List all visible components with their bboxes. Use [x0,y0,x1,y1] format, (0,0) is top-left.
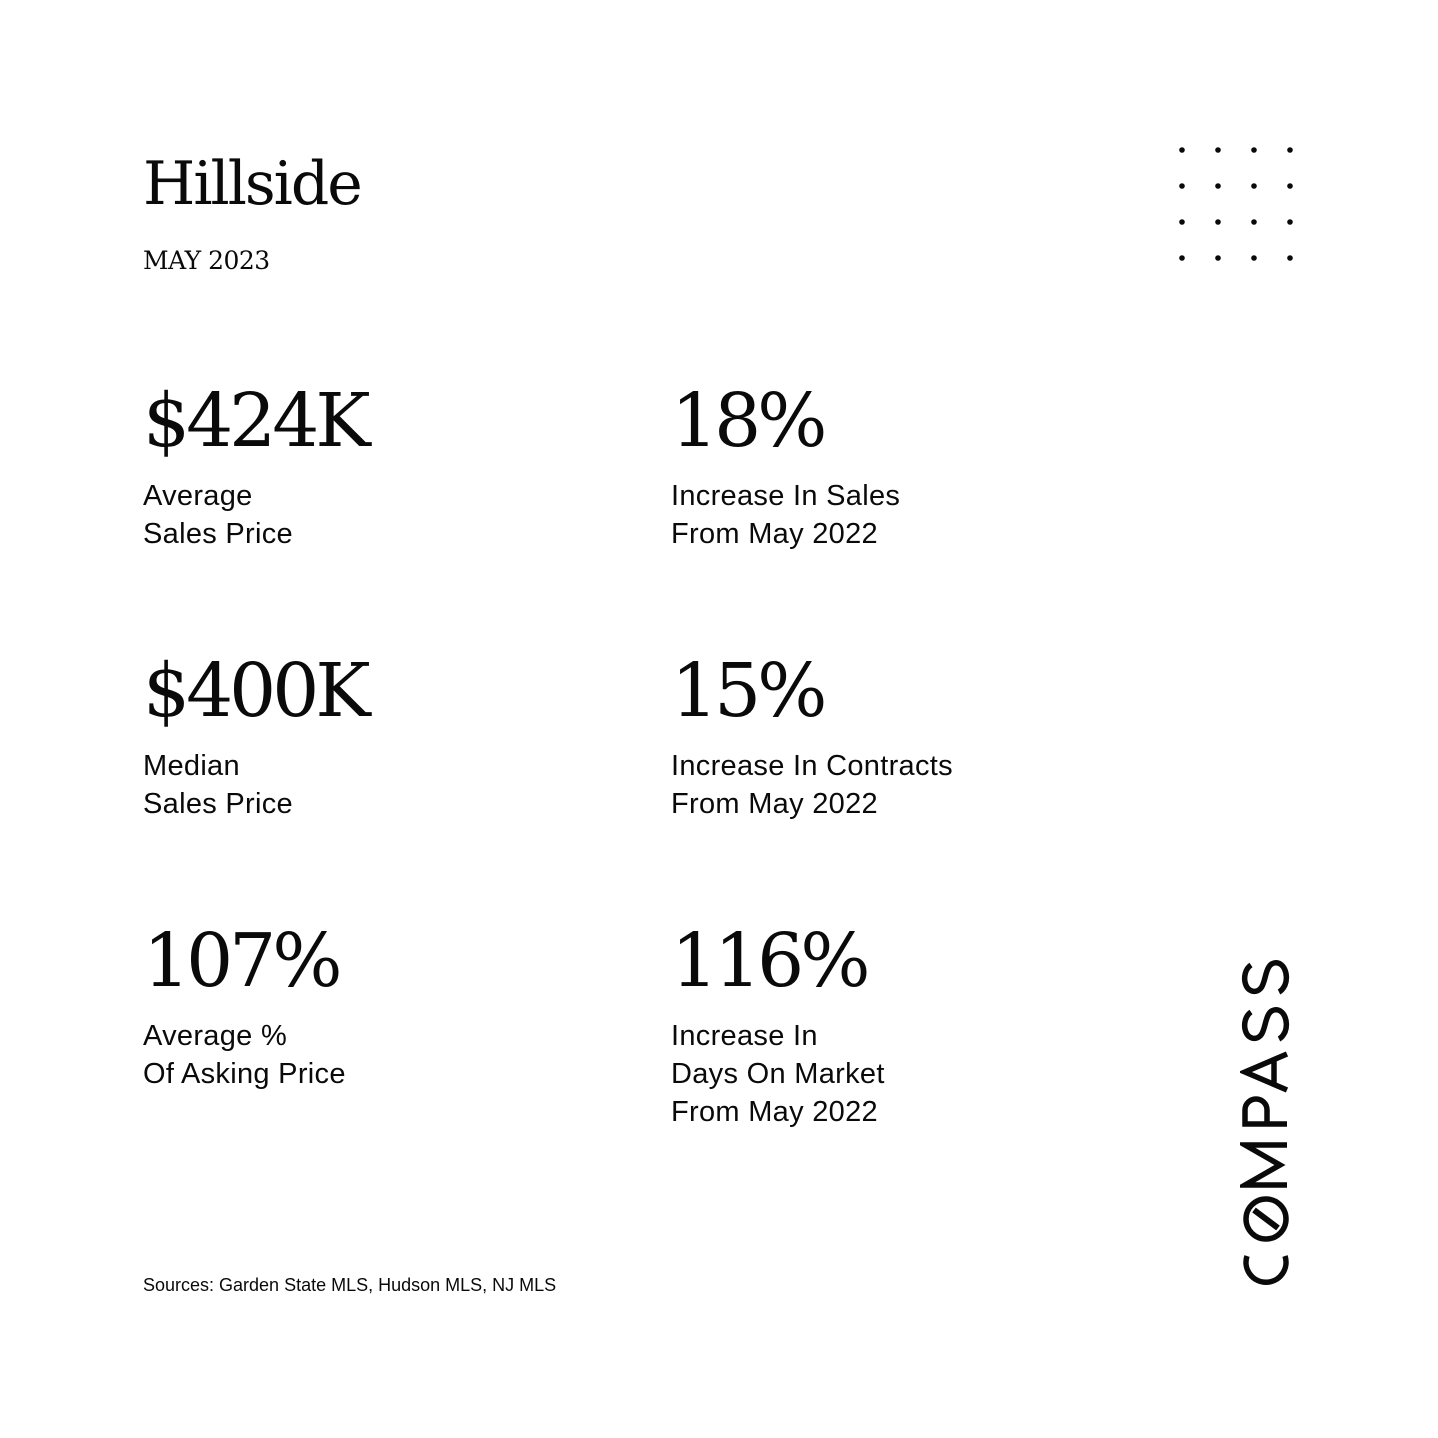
stat-label-line: Average [143,480,253,512]
stat-label-line: From May 2022 [671,788,878,820]
compass-wordmark [1240,958,1292,1294]
stat-label-line: Sales Price [143,518,293,550]
stat-label [671,747,1171,823]
stat-average-percent-of-asking [143,918,643,1093]
stat-average-sales-price [143,378,643,553]
stat-median-sales-price [143,648,643,823]
stat-increase-in-sales [671,378,1171,553]
stat-value: 15% [671,648,824,734]
stat-label-line: Days On Market [671,1058,885,1090]
stat-value: 18% [671,378,824,464]
stat-label-line: Increase In [671,1020,818,1052]
stat-label [143,747,643,823]
stat-label-line: Increase In Contracts [671,750,953,782]
stat-label-line: Median [143,750,240,782]
dot-grid-icon [1170,138,1300,268]
stat-label [143,477,643,553]
stat-increase-in-contracts [671,648,1171,823]
stat-value: $400K [143,648,367,734]
stat-label-line: Of Asking Price [143,1058,346,1090]
stat-label-line: Increase In Sales [671,480,901,512]
stat-value: 107% [143,918,339,1004]
stat-label [143,1017,643,1093]
stat-label-line: From May 2022 [671,1096,878,1128]
stat-label [671,1017,1171,1131]
stat-value: $424K [143,378,367,464]
stat-increase-in-days-on-market [671,918,1171,1131]
sources-note: Sources: Garden State MLS, Hudson MLS, NJ MLS [143,1275,557,1295]
stat-label-line: Sales Price [143,788,293,820]
stat-value: 116% [671,918,867,1004]
stat-label [671,477,1171,553]
page-title: Hillside [143,149,361,219]
report-period: MAY 2023 [143,246,270,275]
stat-label-line: From May 2022 [671,518,878,550]
stat-label-line: Average % [143,1020,288,1052]
